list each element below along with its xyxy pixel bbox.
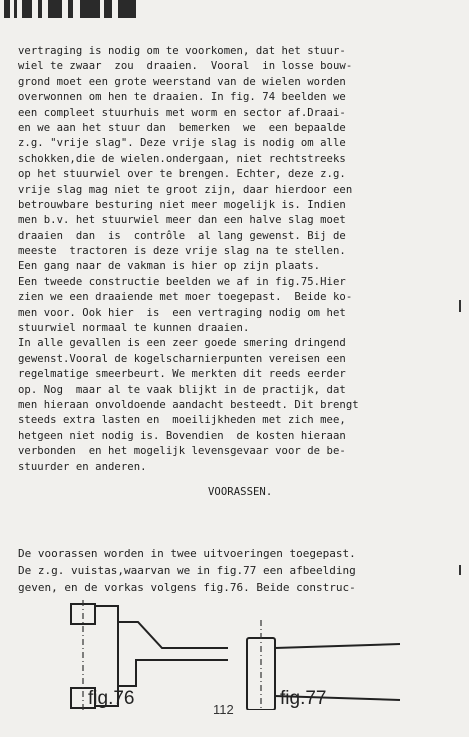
- text-line: stuurwiel normaal te kunnen draaien.: [18, 322, 250, 335]
- text-line: men hieraan onvoldoende aandacht besteedt. Dit brengt: [18, 398, 359, 411]
- text-line: De voorassen worden in twee uitvoeringen toegepast.: [18, 547, 356, 560]
- text-line: steeds extra lasten en moeilijkheden met zich mee,: [18, 414, 346, 427]
- fig77-caption: fig.77: [280, 688, 327, 709]
- text-line: geven, en de vorkas volgens fig.76. Beide construc-: [18, 581, 356, 594]
- text-line: In alle gevallen is een zeer goede smering dringend: [18, 337, 346, 350]
- text-line: z.g. "vrije slag". Deze vrije slag is nodig om alle: [18, 137, 346, 150]
- section-heading: VOORASSEN.: [208, 485, 273, 498]
- text-line: op het stuurwiel over te brengen. Echter, deze z.g.: [18, 168, 346, 181]
- text-line: op. Nog maar al te vaak blijkt in de practijk, dat: [18, 383, 346, 396]
- fig76-caption: fig.76: [88, 688, 135, 709]
- figures-area: [0, 590, 469, 737]
- section-block: [18, 545, 448, 596]
- margin-mark: [459, 300, 461, 312]
- text-line: betrouwbare besturing niet meer mogelijk is. Indien: [18, 198, 346, 211]
- text-line: draaien dan is contrôle al lang gewenst. Bij de: [18, 229, 346, 242]
- page-number: 112: [213, 702, 234, 717]
- text-line: De z.g. vuistas,waarvan we in fig.77 een afbeelding: [18, 564, 356, 577]
- scan-edge-strip: [0, 0, 140, 18]
- text-line: men b.v. het stuurwiel meer dan een halve slag moet: [18, 214, 346, 227]
- text-line: een compleet stuurhuis met worm en sector af.Draai-: [18, 106, 346, 119]
- text-line: grond moet een grote weerstand van de wielen worden: [18, 75, 346, 88]
- text-line: regelmatige smeerbeurt. We merkten dit reeds eerder: [18, 368, 346, 381]
- body-text: [18, 44, 428, 506]
- text-line: Een tweede constructie beelden we af in fig.75.Hier: [18, 275, 346, 288]
- text-line: vrije slag mag niet te groot zijn, daar hierdoor een: [18, 183, 353, 196]
- text-line: meeste tractoren is deze vrije slag na te stellen.: [18, 245, 346, 258]
- text-line: zien we een draaiende met moer toegepast. Beide ko-: [18, 291, 353, 304]
- text-line: vertraging is nodig om te voorkomen, dat het stuur-: [18, 45, 346, 57]
- margin-mark: [459, 565, 461, 575]
- text-line: verbonden en het mogelijk levensgevaar voor de be-: [18, 445, 346, 458]
- text-line: en we aan het stuur dan bemerken we een bepaalde: [18, 121, 346, 134]
- text-line: hetgeen niet nodig is. Bovendien de kosten hieraan: [18, 429, 346, 442]
- text-line: schokken,die de wielen.ondergaan, niet rechtstreeks: [18, 152, 346, 165]
- text-line: gewenst.Vooral de kogelscharnierpunten vereisen een: [18, 352, 346, 365]
- text-line: men voor. Ook hier is een vertraging nodig om het: [18, 306, 346, 319]
- text-line: overwonnen om hen te draaien. In fig. 74 beelden we: [18, 91, 346, 104]
- text-line: Een gang naar de vakman is hier op zijn plaats.: [18, 260, 321, 273]
- text-line: stuurder en anderen.: [18, 460, 147, 473]
- text-line: wiel te zwaar zou draaien. Vooral in losse bouw-: [18, 60, 353, 73]
